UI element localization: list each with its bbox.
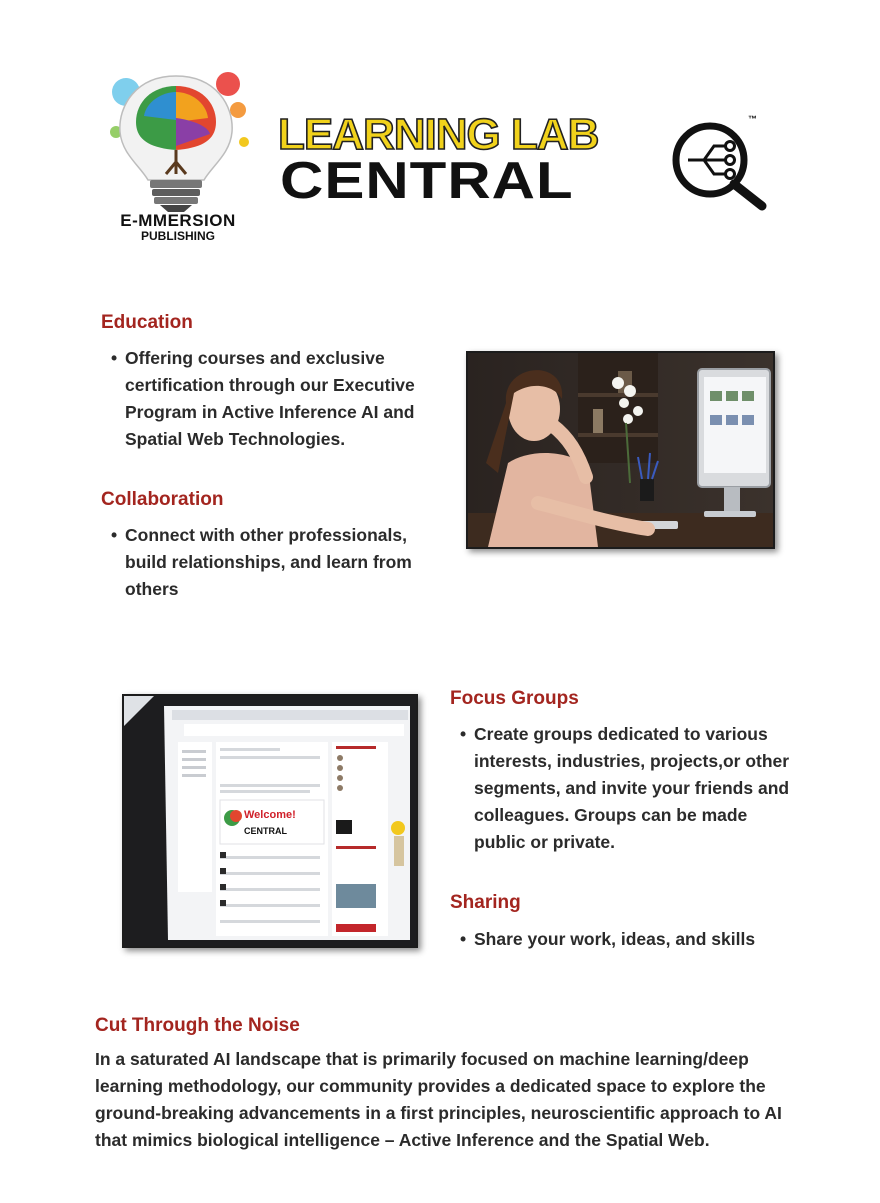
education-heading: Education: [101, 312, 193, 333]
collaboration-item: • Connect with other professionals, build relationships, and learn from others: [101, 522, 441, 603]
focus-groups-list: [450, 721, 790, 856]
publisher-name: [103, 212, 253, 242]
platform-screenshot-illustration: [124, 696, 416, 946]
focus-groups-heading: Focus Groups: [450, 688, 579, 709]
welcome-text: Welcome!: [244, 809, 296, 821]
magnifier-circuit-icon: [670, 118, 780, 214]
trademark-symbol: ™: [748, 114, 757, 124]
publisher-name-line1: E-MMERSION: [120, 211, 236, 230]
collaboration-heading: Collaboration: [101, 489, 224, 510]
sharing-heading: Sharing: [450, 892, 521, 913]
woman-at-computer-illustration: [468, 353, 773, 547]
sharing-list: [450, 926, 790, 953]
education-item: • Offering courses and exclusive certification through our Executive Program in Active Inference AI and Spatial Web Technologies.: [101, 345, 441, 453]
sharing-item: • Share your work, ideas, and skills: [450, 926, 790, 953]
platform-screenshot-photo: [122, 694, 418, 948]
publisher-name-line2: PUBLISHING: [140, 229, 215, 243]
focus-groups-item: • Create groups dedicated to various interests, industries, projects,or other segments, and invite your friends and colleagues. Groups can be made public or private.: [450, 721, 790, 856]
cut-through-noise-body: In a saturated AI landscape that is primarily focused on machine learning/deep learning methodology, our community provides a dedicated space to explore the ground-breaking advancements in a first principles, neuroscientific approach to AI that mimics biological intelligence – Active Inference and the Spatial Web.: [95, 1049, 782, 1150]
cut-through-noise-heading: Cut Through the Noise: [95, 1015, 300, 1036]
learning-lab-central-logo: [278, 112, 778, 212]
logo-title-bottom: CENTRAL: [280, 151, 574, 210]
central-text: CENTRAL: [244, 826, 287, 836]
collaboration-list: [101, 522, 441, 603]
education-list: [101, 345, 441, 453]
logo-title-top: LEARNING LAB: [278, 110, 599, 159]
woman-at-computer-photo: [466, 351, 775, 549]
